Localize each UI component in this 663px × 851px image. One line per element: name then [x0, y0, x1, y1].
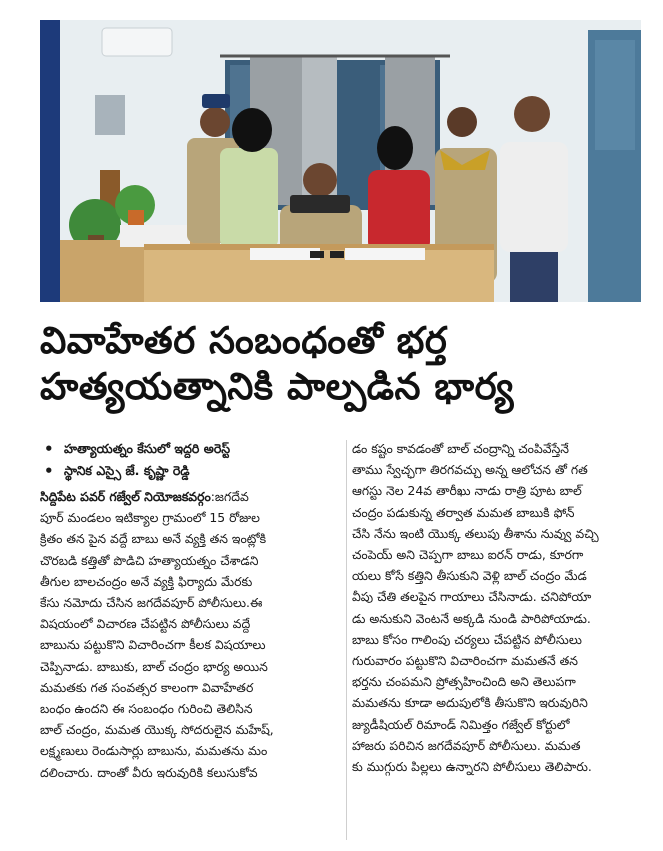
body-line: మమతను కూడా అదుపులోకి తీసుకొని ఇరువురిని [352, 695, 588, 711]
bullet-icon: • [44, 440, 54, 458]
body-line: దలించారు. దాంతో వీరు ఇరువురికి కలుసుకోవ [40, 764, 258, 780]
body-line: బాల్ చంద్రం, మమత యొక్క సోదరులైన మహేష్, [40, 722, 274, 738]
body-line: చొరబడి కత్తితో పొడిచి హత్యాయత్నం చేశాడని [40, 552, 259, 568]
body-line: చంపెయ్ అని చెప్పగా బాబు ఐరన్ రాడు, కూరగా [352, 547, 584, 563]
body-line: క్రితం తన పైన వద్దే బాబు అనే వ్యక్తి తన ఇంట్లోకి [40, 531, 267, 547]
body-line: జ్యుడీషియల్ రిమాండ్ నిమిత్తం గజ్వేల్ కోర్టులో [352, 716, 570, 732]
dateline: సిద్దిపేట పవర్ గజ్వేల్ నియోజకవర్గం [40, 489, 211, 504]
headline [40, 318, 640, 410]
article-body-left [40, 486, 340, 783]
body-line: సిద్దిపేట పవర్ గజ్వేల్ నియోజకవర్గం:జగదేవ [40, 489, 249, 504]
column-divider [346, 440, 347, 840]
body-line: బాబును పట్టుకొని విచారించగా కీలక విషయాలు [40, 637, 266, 653]
body-line: డం కష్టం కావడంతో బాల్ చంద్రాన్ని చంపివేస్తేనే [352, 441, 569, 456]
body-line: వీపు చేతి తలపైన గాయాలు చేసినాడు. చనిపోయా [352, 589, 592, 605]
air-conditioner [102, 28, 172, 56]
bullet-item: • హత్యాయత్నం కేసులో ఇద్దరి అరెస్ట్ [44, 440, 231, 458]
body-line: చేసి నేను ఇంటి యొక్క తలుపు తీశాను నువ్వు వచ్చి [352, 525, 599, 541]
photo-scene [40, 20, 641, 302]
body-line: పూర్ మండలం ఇటిక్యాల గ్రామంలో 15 రోజుల [40, 510, 260, 526]
body-line: కేసు నమోదు చేసిన జగదేవపూర్ పోలీసులు.ఈ [40, 595, 263, 611]
body-line: మమతకు గత సంవత్సర కాలంగా వివాహేతర [40, 679, 254, 695]
body-line: లక్ష్మణులు రెండుసార్లు బాబును, మమతను మం [40, 743, 268, 759]
bullet-item: • స్థానిక ఎస్సై జే. కృష్ణా రెడ్డి [44, 462, 190, 480]
body-line: యలు కోసే కత్తిని తీసుకుని వెళ్లి బాల్ చంద్రం మేడ [352, 568, 587, 584]
body-line: గురువారం పట్టుకొని విచారించగా మమతనే తన [352, 653, 578, 669]
body-line: తాము స్వేచ్ఛగా తిరగవచ్చు అన్న ఆలోచన తో గత [352, 462, 588, 478]
article-column-left [40, 438, 340, 783]
body-line: బంధం ఉందని ఈ సంబంధం గురించి తెలిసిన [40, 701, 253, 717]
headline-line-2: హత్యయత్నానికి పాల్పడిన భార్య [40, 365, 514, 408]
body-line: భర్తను చంపమని ప్రోత్సహించింది అని తెలుపగా [352, 674, 576, 690]
notice-board [40, 20, 60, 302]
news-photo [40, 20, 641, 302]
article-column-right [352, 438, 644, 777]
body-line: కు ముగ్గురు పిల్లలు ఉన్నారని పోలీసులు తెలిపారు. [352, 759, 592, 775]
body-line: ఆగస్టు నెల 24వ తారీఖు నాడు రాత్రి పూట బాల్ [352, 483, 582, 499]
headline-line-1: వివాహేతర సంబంధంతో భర్త [40, 319, 448, 362]
body-line: చంద్రం పడుకున్న తర్వాత మమత బాబుకి ఫోన్ [352, 504, 575, 520]
body-line: విషయంలో విచారణ చేపట్టిన పోలీసులు వద్దే [40, 616, 251, 632]
highlight-bullets [40, 438, 340, 482]
article-body-right [352, 438, 644, 777]
body-line: తీగుల బాలచంద్రం అనే వ్యక్తి ఫిర్యాదు మేరకు [40, 573, 253, 589]
body-line: చెప్పినాడు. బాబుకు, బాల్ చంద్రం భార్య అయిన [40, 658, 268, 674]
body-line: బాబు కోసం గాలింపు చర్యలు చేపట్టిన పోలీసులు [352, 631, 582, 647]
body-line: డు అనుకుని వెంటనే అక్కడి నుండి పారిపోయాడు. [352, 610, 591, 626]
bullet-icon: • [44, 462, 54, 480]
body-line: హాజరు పరిచిన జగదేవపూర్ పోలీసులు. మమత [352, 737, 581, 753]
